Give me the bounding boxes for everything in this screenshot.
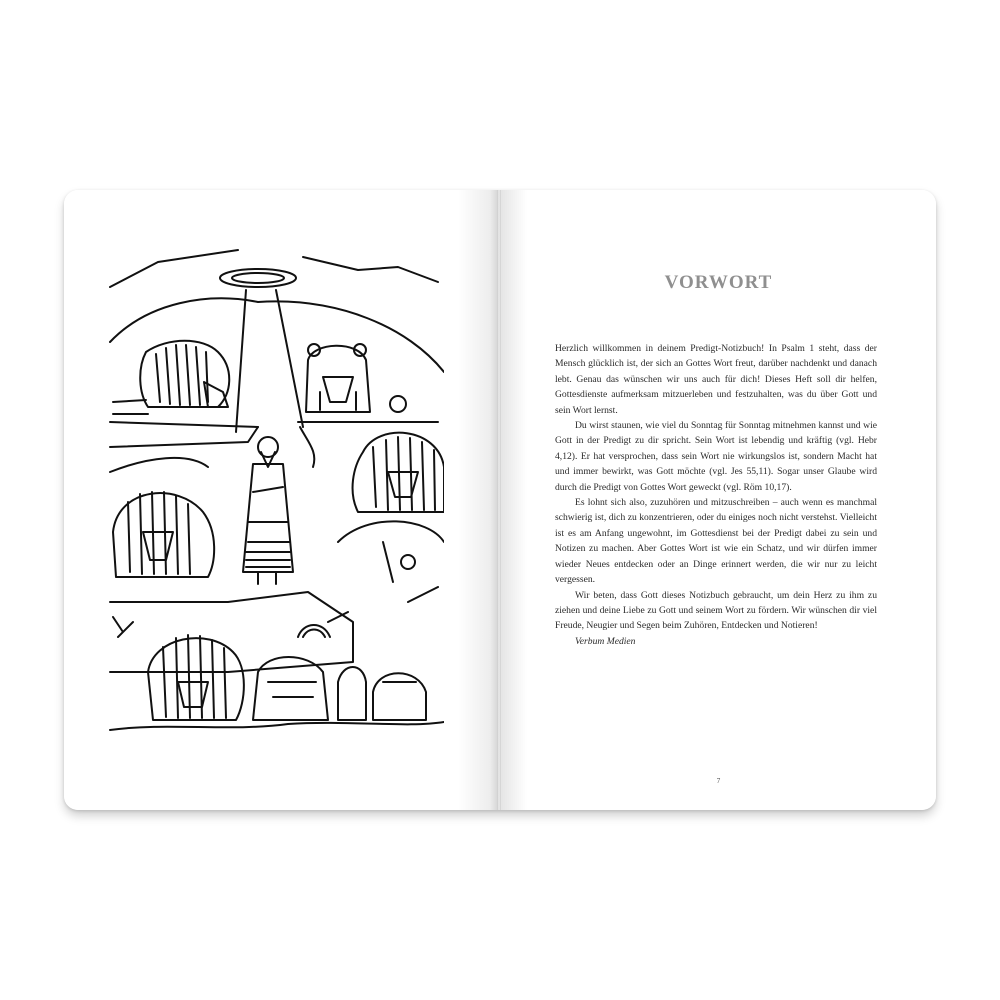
- lion-middle-right: [328, 433, 444, 622]
- daniel-lions-den-illustration: [108, 242, 444, 742]
- paragraph-3: Es lohnt sich also, zuzuhören und mitzuschreiben – auch wenn es manchmal schwierig ist, dich zu konzentrieren, oder du einiges noch nicht verstehst. Vielleicht ist es am Anfang ungewohnt, im Gottesdienst bei der Predigt dabei zu sein und Notizen zu machen. Aber Gottes Wort ist wie ein Schatz, und wir dürfen immer wieder Neues entdecken oder an Dinge erinnert werden, die wir nur zu leicht vergessen.: [555, 497, 877, 586]
- page-title: VORWORT: [664, 272, 773, 293]
- paragraph-2: Du wirst staunen, wie viel du Sonntag für Sonntag mitnehmen kannst und wie Gott in der Predigt zu dir spricht. Sein Wort ist lebendig und kräftig (vgl. Hebr 4,12). Er hat versprochen, dass sein Wort nie wirkungslos ist, sondern Macht hat und immer bewirkt, was Gott möchte (vgl. Jes 55,11). Sogar unser Glaube wird durch die Predigt von Gottes Wort geweckt (vgl. Röm 10,17).: [555, 420, 877, 493]
- lion-bottom-center: [253, 657, 426, 720]
- right-page: [501, 190, 936, 810]
- open-book: [64, 190, 936, 810]
- paragraph-4: Wir beten, dass Gott dieses Notizbuch gebraucht, um dein Herz zu ihm zu ziehen und deine Liebe zu Gott und seinem Wort zu fördern. Wir wünschen dir viel Freude, Neugier und Segen beim Zuhören, Entdecken und Notieren!: [555, 589, 877, 632]
- paragraph-1: Herzlich willkommen in deinem Predigt-Notizbuch! In Psalm 1 steht, dass der Mensch glücklich ist, der sich an Gottes Wort freut, darüber nachdenkt und danach lebt. Genau das wünschen wir uns auch für dich! Dieses Heft soll dir helfen, Gottesdienste aufmerksam mitzuerleben und festzuhalten, was du über Gott und sein Wort lernst.: [555, 343, 877, 416]
- lion-top-left: [113, 341, 229, 414]
- daniel-figure: [243, 437, 293, 584]
- left-page: [64, 190, 498, 810]
- lion-bottom-left: [148, 635, 244, 720]
- left-gutter-shadow: [458, 190, 498, 810]
- lion-middle-left: [110, 458, 214, 577]
- signature: Verbum Medien: [575, 635, 636, 647]
- foreword-text: [555, 341, 877, 649]
- lion-top-right: [306, 344, 406, 412]
- page-number: 7: [716, 777, 721, 785]
